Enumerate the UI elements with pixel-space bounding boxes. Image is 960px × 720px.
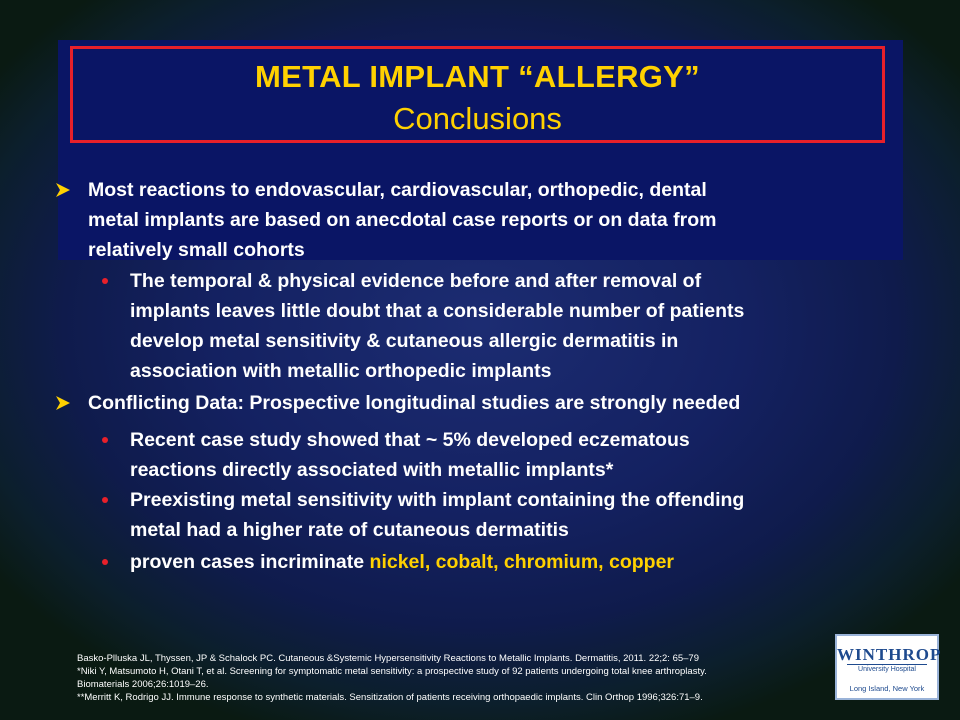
bullet-line: association with metallic orthopedic implants: [130, 360, 552, 382]
winthrop-logo: [835, 634, 942, 700]
bullet-item-4: [130, 425, 910, 485]
bullet-item-2: [130, 266, 910, 386]
bullet-text: proven cases incriminate: [130, 551, 370, 573]
logo-name: WINTHROP: [837, 645, 942, 664]
logo-divider: [847, 664, 927, 665]
bullet-line: [130, 547, 910, 577]
bullet-item-3: [88, 388, 928, 418]
bullet-line: implants leaves little doubt that a considerable number of patients: [130, 300, 745, 322]
bullet-line: develop metal sensitivity & cutaneous allergic dermatitis in: [130, 330, 679, 352]
arrow-bullet-icon: [56, 396, 70, 410]
arrow-bullet-icon: [56, 183, 70, 197]
references: [77, 652, 817, 704]
reference-line: *Niki Y, Matsumoto H, Otani T, et al. Screening for symptomatic metal sensitivity: a prospective study of 92 patients undergoing total knee arthroplasty.: [77, 666, 707, 677]
dot-bullet-icon: [102, 278, 108, 284]
bullet-line: Recent case study showed that ~ 5% developed eczematous: [130, 429, 690, 451]
bullet-line: metal had a higher rate of cutaneous dermatitis: [130, 519, 569, 541]
bullet-line: The temporal & physical evidence before and after removal of: [130, 270, 702, 292]
reference-line: Basko-Plluska JL, Thyssen, JP & Schalock PC. Cutaneous &Systemic Hypersensitivity Reactions to Metallic Implants. Dermatitis, 2011. 22;2: 65–79: [77, 653, 699, 664]
bullet-line: Conflicting Data: Prospective longitudinal studies are strongly needed: [88, 392, 741, 414]
title-box: [70, 46, 885, 143]
dot-bullet-icon: [102, 559, 108, 565]
logo-subtitle: University Hospital: [858, 666, 916, 673]
bullet-item-6: [130, 547, 910, 577]
slide-title: METAL IMPLANT “ALLERGY”: [255, 59, 700, 94]
bullet-item-1: [88, 175, 908, 265]
bullet-line: reactions directly associated with metallic implants*: [130, 459, 614, 481]
slide-subtitle: Conclusions: [393, 101, 562, 136]
dot-bullet-icon: [102, 437, 108, 443]
bullet-line: relatively small cohorts: [88, 239, 305, 261]
logo-location: Long Island, New York: [849, 684, 925, 693]
dot-bullet-icon: [102, 497, 108, 503]
bullet-line: Preexisting metal sensitivity with implant containing the offending: [130, 489, 745, 511]
bullet-line: metal implants are based on anecdotal case reports or on data from: [88, 209, 717, 231]
reference-line: Biomaterials 2006;26:1019–26.: [77, 679, 209, 690]
bullet-line: Most reactions to endovascular, cardiovascular, orthopedic, dental: [88, 179, 707, 201]
reference-line: **Merritt K, Rodrigo JJ. Immune response to synthetic materials. Sensitization of patients receiving orthopaedic implants. Clin Orthop 1996;326:71–9.: [77, 692, 703, 703]
bullet-item-5: [130, 485, 910, 545]
metal-list-highlight: nickel, cobalt, chromium, copper: [369, 551, 675, 573]
